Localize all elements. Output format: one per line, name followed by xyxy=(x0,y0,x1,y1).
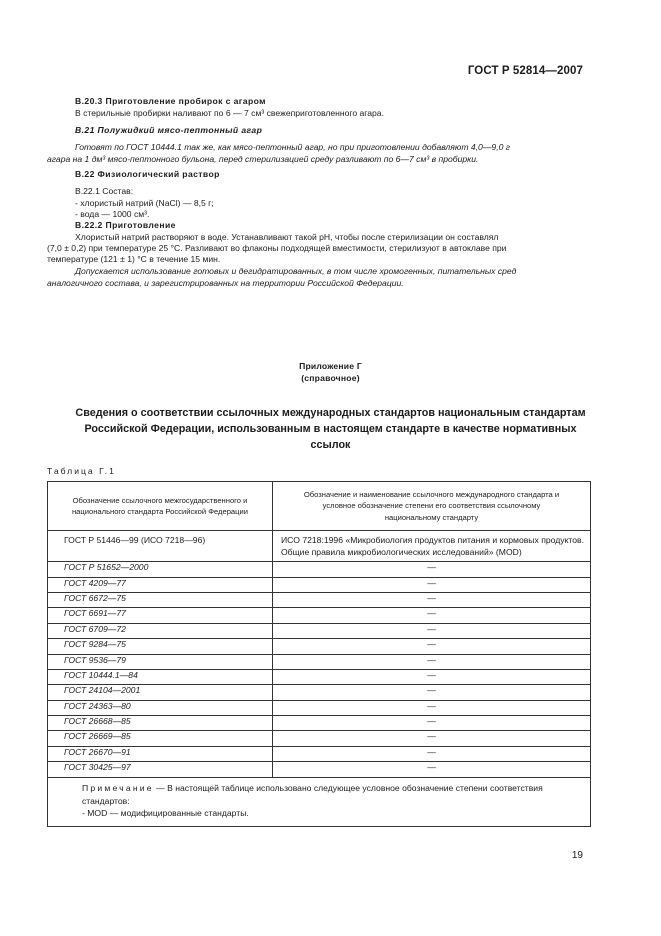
cell-international: — xyxy=(273,577,591,592)
cell-national: ГОСТ Р 51652—2000 xyxy=(48,562,273,577)
note-label: Примечание xyxy=(82,782,154,793)
cell-national: ГОСТ 26670—91 xyxy=(48,746,273,761)
cell-national: ГОСТ 26669—85 xyxy=(48,731,273,746)
cell-international: — xyxy=(273,716,591,731)
table-row xyxy=(48,654,591,669)
document-code: ГОСТ Р 52814—2007 xyxy=(467,65,583,77)
table-row xyxy=(48,746,591,761)
table-row xyxy=(48,700,591,715)
section-b22-2-heading: В.22.2 Приготовление xyxy=(75,220,176,230)
section-b21-text-line1: Готовят по ГОСТ 10444.1 так же, как мясо-пептонный агар, но при приготовлении добавляют 4,0—9,0 г xyxy=(75,142,510,152)
section-b22-2-line1: Хлористый натрий растворяют в воде. Устанавливают такой рН, чтобы после стерилизации он составлял xyxy=(75,232,499,242)
table-row xyxy=(48,685,591,700)
section-b21-text-line2: агара на 1 дм³ мясо-пептонного бульона, перед стерилизацией среду разливают по 6—7 см³ в пробирки. xyxy=(47,154,479,164)
table-row xyxy=(48,562,591,577)
cell-national: ГОСТ 24104—2001 xyxy=(48,685,273,700)
cell-international: — xyxy=(273,562,591,577)
table-row xyxy=(48,592,591,607)
appendix-kind: (справочное) xyxy=(301,373,360,383)
table-row xyxy=(48,731,591,746)
cell-national: ГОСТ 26668—85 xyxy=(48,716,273,731)
section-b22-note-line1: Допускается использование готовых и дегидратированных, в том числе хромогенных, питательных сред xyxy=(75,266,517,276)
cell-international: — xyxy=(273,639,591,654)
section-b22-1-heading: В.22.1 Состав: xyxy=(75,186,134,196)
page-number: 19 xyxy=(571,850,583,861)
cell-international: — xyxy=(273,669,591,684)
section-b22-2-line3: температуре (121 ± 1) °С в течение 15 мин. xyxy=(47,254,221,264)
appendix-title-line2: Российской Федерации, использованным в настоящем стандарте в качестве нормативных xyxy=(84,423,577,435)
table-header-national: Обозначение ссылочного межгосударственного и национального стандарта Российской Федерации xyxy=(48,482,273,531)
cell-international: — xyxy=(273,623,591,638)
cell-national: ГОСТ 10444.1—84 xyxy=(48,669,273,684)
cell-national: ГОСТ 6709—72 xyxy=(48,623,273,638)
table-row xyxy=(48,669,591,684)
table-row xyxy=(48,639,591,654)
cell-national: ГОСТ Р 51446—99 (ИСО 7218—96) xyxy=(48,531,273,562)
section-b21-heading: В.21 Полужидкий мясо-пептонный агар xyxy=(75,125,263,135)
note-item: - MOD — модифицированные стандарты. xyxy=(82,808,249,819)
appendix-title-line3: ссылок xyxy=(310,439,351,451)
appendix-label: Приложение Г xyxy=(299,361,362,371)
cell-national: ГОСТ 6691—77 xyxy=(48,608,273,623)
table-note xyxy=(48,777,591,827)
cell-national: ГОСТ 30425—97 xyxy=(48,762,273,777)
cell-national: ГОСТ 6672—75 xyxy=(48,592,273,607)
table-row xyxy=(48,623,591,638)
cell-international: — xyxy=(273,685,591,700)
cell-national: ГОСТ 9284—75 xyxy=(48,639,273,654)
section-b22-heading: В.22 Физиологический раствор xyxy=(75,169,220,179)
cell-international: — xyxy=(273,700,591,715)
cell-national: ГОСТ 4209—77 xyxy=(48,577,273,592)
section-b22-2-line2: (7,0 ± 0,2) при температуре 25 °С. Разливают во флаконы подходящей вместимости, стерилизуют в автоклаве при xyxy=(47,243,507,253)
section-b20-3-text: В стерильные пробирки наливают по 6 — 7 см³ свежеприготовленного агара. xyxy=(75,108,384,118)
cell-international: — xyxy=(273,762,591,777)
table-row xyxy=(48,577,591,592)
table-header-international: Обозначение и наименование ссылочного международного стандарта и условное обозначение степени его соответствия ссылочному национальному стандарту xyxy=(273,482,591,531)
table-caption: Таблица Г.1 xyxy=(47,466,116,476)
cell-international: ИСО 7218:1996 «Микробиология продуктов питания и кормовых продуктов. Общие правила микробиологических исследований» (MOD) xyxy=(273,531,591,562)
cell-national: ГОСТ 24363—80 xyxy=(48,700,273,715)
cell-international: — xyxy=(273,654,591,669)
table-row xyxy=(48,608,591,623)
cell-international: — xyxy=(273,592,591,607)
section-b20-3-heading: В.20.3 Приготовление пробирок с агаром xyxy=(75,96,266,106)
cell-international: — xyxy=(273,731,591,746)
cell-international: — xyxy=(273,608,591,623)
table-row xyxy=(48,531,591,562)
cell-national: ГОСТ 9536—79 xyxy=(48,654,273,669)
table-row xyxy=(48,762,591,777)
section-b22-note-line2: аналогичного состава, и зарегистрированных на территории Российской Федерации. xyxy=(47,278,404,288)
composition-item-nacl: - хлористый натрий (NaCl) — 8,5 г; xyxy=(75,198,214,208)
appendix-title-line1: Сведения о соответствии ссылочных международных стандартов национальным стандартам xyxy=(75,407,586,419)
table-row xyxy=(48,716,591,731)
note-text: — В настоящей таблице использовано следующее условное обозначение степени соответствия стандартов: xyxy=(82,782,543,806)
cell-international: — xyxy=(273,746,591,761)
composition-item-water: - вода — 1000 см³. xyxy=(75,209,150,219)
standards-table xyxy=(47,481,591,827)
